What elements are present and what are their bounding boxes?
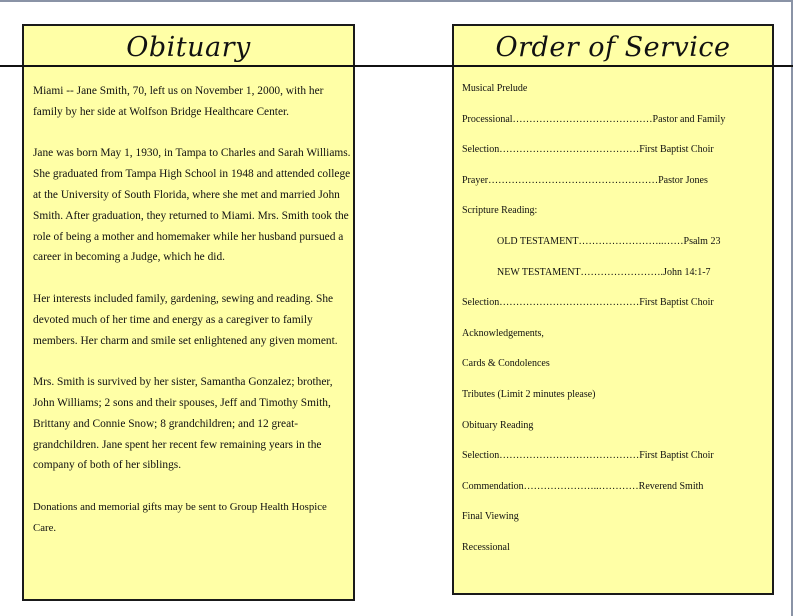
service-item-name: Selection	[462, 450, 500, 462]
obituary-closing-note: Donations and memorial gifts may be sent to Group Health Hospice Care.	[33, 500, 327, 534]
service-item	[462, 263, 768, 294]
service-item-name: Musical Prelude	[462, 83, 528, 94]
service-item-name: Selection	[462, 144, 500, 156]
service-item-name: Prayer	[462, 174, 489, 186]
service-item	[462, 507, 768, 538]
service-item	[462, 385, 768, 416]
order-of-service-list	[462, 79, 768, 569]
service-item-participant: Psalm 23	[683, 235, 721, 247]
service-item	[462, 354, 768, 385]
service-item-name: OLD TESTAMENT	[497, 235, 579, 247]
horizontal-divider-line	[0, 65, 793, 67]
service-item	[462, 171, 768, 202]
service-item-participant: First Baptist Choir	[639, 144, 714, 156]
service-item	[462, 232, 768, 263]
page-top-rule	[0, 0, 793, 2]
service-item-name: Obituary Reading	[462, 419, 534, 431]
service-item	[462, 293, 768, 324]
obituary-paragraph: Miami -- Jane Smith, 70, left us on November 1, 2000, with her family by her side at Wolfson Bridge Healthcare Center.	[33, 85, 324, 118]
service-item-participant: First Baptist Choir	[639, 297, 714, 309]
service-item	[462, 79, 768, 110]
obituary-paragraph: Mrs. Smith is survived by her sister, Samantha Gonzalez; brother, John Williams; 2 sons and their spouses, Jeff and Timothy Smith, Brittany and Connie Snow; 8 grandchildren; and 12 great-grandchildren. Jane spent her recent few remaining years in the company of both of her siblings.	[33, 376, 333, 472]
dot-leader: ……………………………………	[499, 297, 640, 309]
service-item-name: Selection	[462, 297, 500, 309]
service-item-name: Scripture Reading:	[462, 205, 538, 217]
service-item-name: Tributes (Limit 2 minutes please)	[462, 388, 596, 400]
service-item	[462, 110, 768, 141]
service-item-participant: Pastor and Family	[652, 113, 726, 125]
dot-leader: ……………………………………………	[488, 174, 659, 186]
service-item-participant: Pastor Jones	[658, 174, 708, 186]
service-item-name: NEW TESTAMENT	[497, 266, 581, 278]
dot-leader: ……………………………………	[499, 144, 640, 156]
service-item	[462, 140, 768, 171]
order-of-service-panel	[452, 24, 774, 595]
service-item	[462, 446, 768, 477]
obituary-panel	[22, 24, 355, 601]
obituary-paragraph: Jane was born May 1, 1930, in Tampa to Charles and Sarah Williams. She graduated from Tampa High School in 1948 and attended college at the University of South Florida, where she met and married John Smith. After graduation, they returned to Miami. Mrs. Smith took the role of being a mother and homemaker while her husband pursued a career in becoming a Judge, which he did.	[33, 147, 351, 264]
obituary-body	[33, 81, 351, 559]
order-of-service-title: Order of Service	[495, 32, 731, 63]
dot-leader: …………………….	[580, 266, 664, 278]
service-item	[462, 416, 768, 447]
service-item-participant: John 14:1-7	[663, 266, 711, 278]
service-item-name: Processional	[462, 113, 513, 125]
service-item-name: Cards & Condolences	[462, 358, 550, 370]
service-item-participant: Reverend Smith	[638, 480, 704, 492]
service-item-name: Commendation	[462, 480, 524, 492]
service-item-name: Recessional	[462, 541, 510, 553]
service-item	[462, 201, 768, 232]
service-item-name: Acknowledgements,	[462, 327, 544, 339]
service-item-participant: First Baptist Choir	[639, 450, 714, 462]
obituary-paragraph: Her interests included family, gardening, sewing and reading. She devoted much of her time and energy as a caregiver to family members. Her charm and smile set enlightened any given moment.	[33, 292, 338, 347]
service-item-name: Final Viewing	[462, 511, 519, 523]
obituary-title: Obituary	[126, 32, 251, 63]
dot-leader: ……………………………………	[512, 113, 653, 125]
service-item	[462, 538, 768, 569]
dot-leader: …………………..…………	[523, 480, 639, 492]
service-item	[462, 477, 768, 508]
dot-leader: ……………………………………	[499, 450, 640, 462]
service-item	[462, 324, 768, 355]
dot-leader: ……………………..……	[578, 235, 684, 247]
